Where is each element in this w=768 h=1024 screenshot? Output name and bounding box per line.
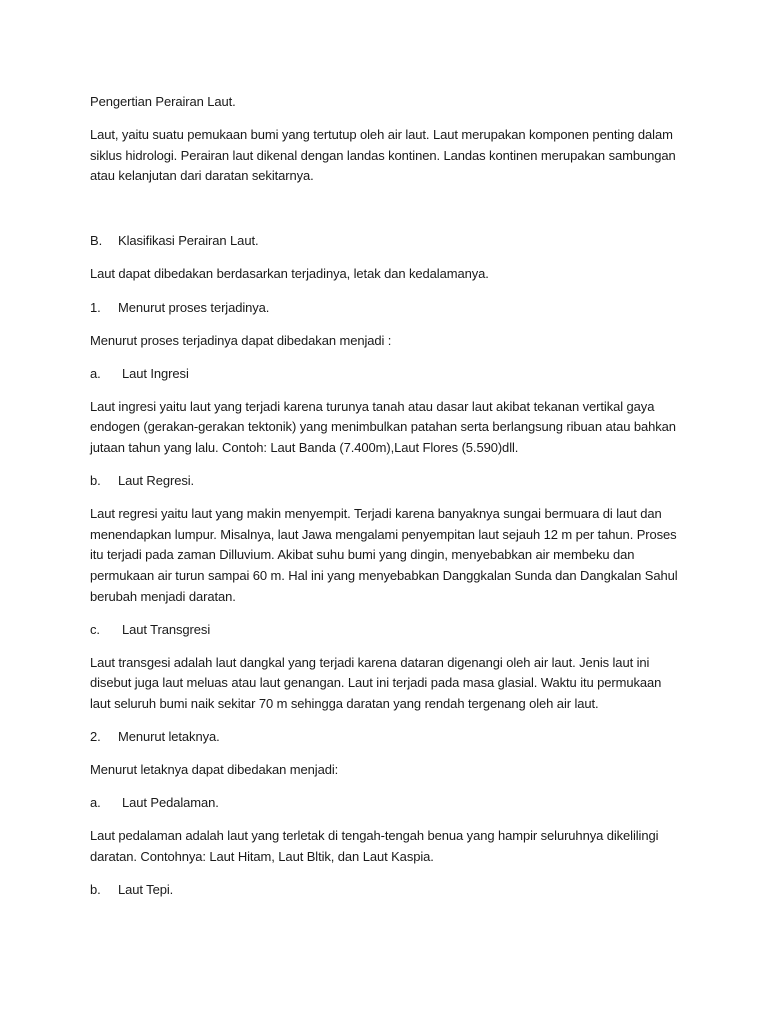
sub1-heading: [90, 298, 680, 319]
sub1-intro: Menurut proses terjadinya dapat dibedakan menjadi :: [90, 332, 392, 348]
sub2-heading: [90, 727, 680, 748]
sub1-item-a-heading: [90, 364, 680, 385]
sub2-item-a-heading: [90, 793, 680, 814]
sub1-item-c-title: Laut Transgresi: [122, 621, 211, 637]
sub2-intro: Menurut letaknya dapat dibedakan menjadi:: [90, 762, 339, 778]
sub1-item-c-marker: c.: [90, 621, 100, 637]
section-b-title: Klasifikasi Perairan Laut.: [118, 233, 259, 249]
sub2-item-a-text: Laut pedalaman adalah laut yang terletak di tengah-tengah benua yang hampir seluruhnya dikelilingi daratan. Contohnya: Laut Hitam, Laut Bltik, dan Laut Kaspia.: [90, 828, 659, 864]
sub2-item-a-marker: a.: [90, 795, 101, 811]
sub2-item-b-marker: b.: [90, 882, 101, 898]
sub1-item-b-marker: b.: [90, 473, 101, 489]
sub2-item-b-heading: [90, 880, 680, 901]
sub1-item-b-heading: [90, 471, 680, 492]
sub2-item-b-title: Laut Tepi.: [118, 882, 174, 898]
sub1-item-b-text: Laut regresi yaitu laut yang makin menyempit. Terjadi karena banyaknya sungai bermuara di laut dan menendapkan lumpur. Misalnya, laut Jawa mengalami penyempitan laut sejauh 12 m per tahun. Proses itu terjadi pada zaman Dilluvium. Akibat suhu bumi yang dingin, menyebabkan air membeku dan permukaan air turun sampai 60 m. Hal ini yang menyebabkan Danggkalan Sunda dan Dangkalan Sahul berubah menjadi daratan.: [90, 506, 678, 604]
sub2-marker: 2.: [90, 729, 101, 745]
sub1-item-a-text: Laut ingresi yaitu laut yang terjadi karena turunya tanah atau dasar laut akibat tekanan vertikal gaya endogen (gerakan-gerakan tektonik) yang menimbulkan patahan serta berlangsung ribuan atau bahkan jutaan tahun yang lalu. Contoh: Laut Banda (7.400m),Laut Flores (5.590)dll.: [90, 398, 676, 456]
sub2-item-a-title: Laut Pedalaman.: [122, 795, 219, 811]
intro-paragraph: Laut, yaitu suatu pemukaan bumi yang tertutup oleh air laut. Laut merupakan komponen penting dalam siklus hidrologi. Perairan laut dikenal dengan landas kontinen. Landas kontinen merupakan sambungan atau kelanjutan dari daratan sekitarnya.: [90, 127, 676, 184]
sub1-item-c-text: Laut transgesi adalah laut dangkal yang terjadi karena dataran digenangi oleh air laut. Jenis laut ini disebut juga laut meluas atau laut genangan. Laut ini terjadi pada masa glasial. Waktu itu permukaan laut seluruh bumi naik sekitar 70 m sehingga daratan yang rendah tergenang oleh air laut.: [90, 654, 662, 711]
document-title: Pengertian Perairan Laut.: [90, 94, 236, 109]
sub1-marker: 1.: [90, 299, 101, 315]
document-page: [90, 92, 680, 913]
sub1-title: Menurut proses terjadinya.: [118, 299, 270, 315]
section-b-intro: Laut dapat dibedakan berdasarkan terjadinya, letak dan kedalamanya.: [90, 266, 489, 282]
section-b-heading: [90, 231, 680, 252]
sub1-item-a-marker: a.: [90, 365, 101, 381]
section-b-marker: B.: [90, 233, 103, 249]
section-spacer: [90, 199, 680, 231]
sub1-item-c-heading: [90, 620, 680, 641]
sub2-title: Menurut letaknya.: [118, 729, 220, 745]
sub1-item-a-title: Laut Ingresi: [122, 365, 189, 381]
sub1-item-b-title: Laut Regresi.: [118, 473, 195, 489]
